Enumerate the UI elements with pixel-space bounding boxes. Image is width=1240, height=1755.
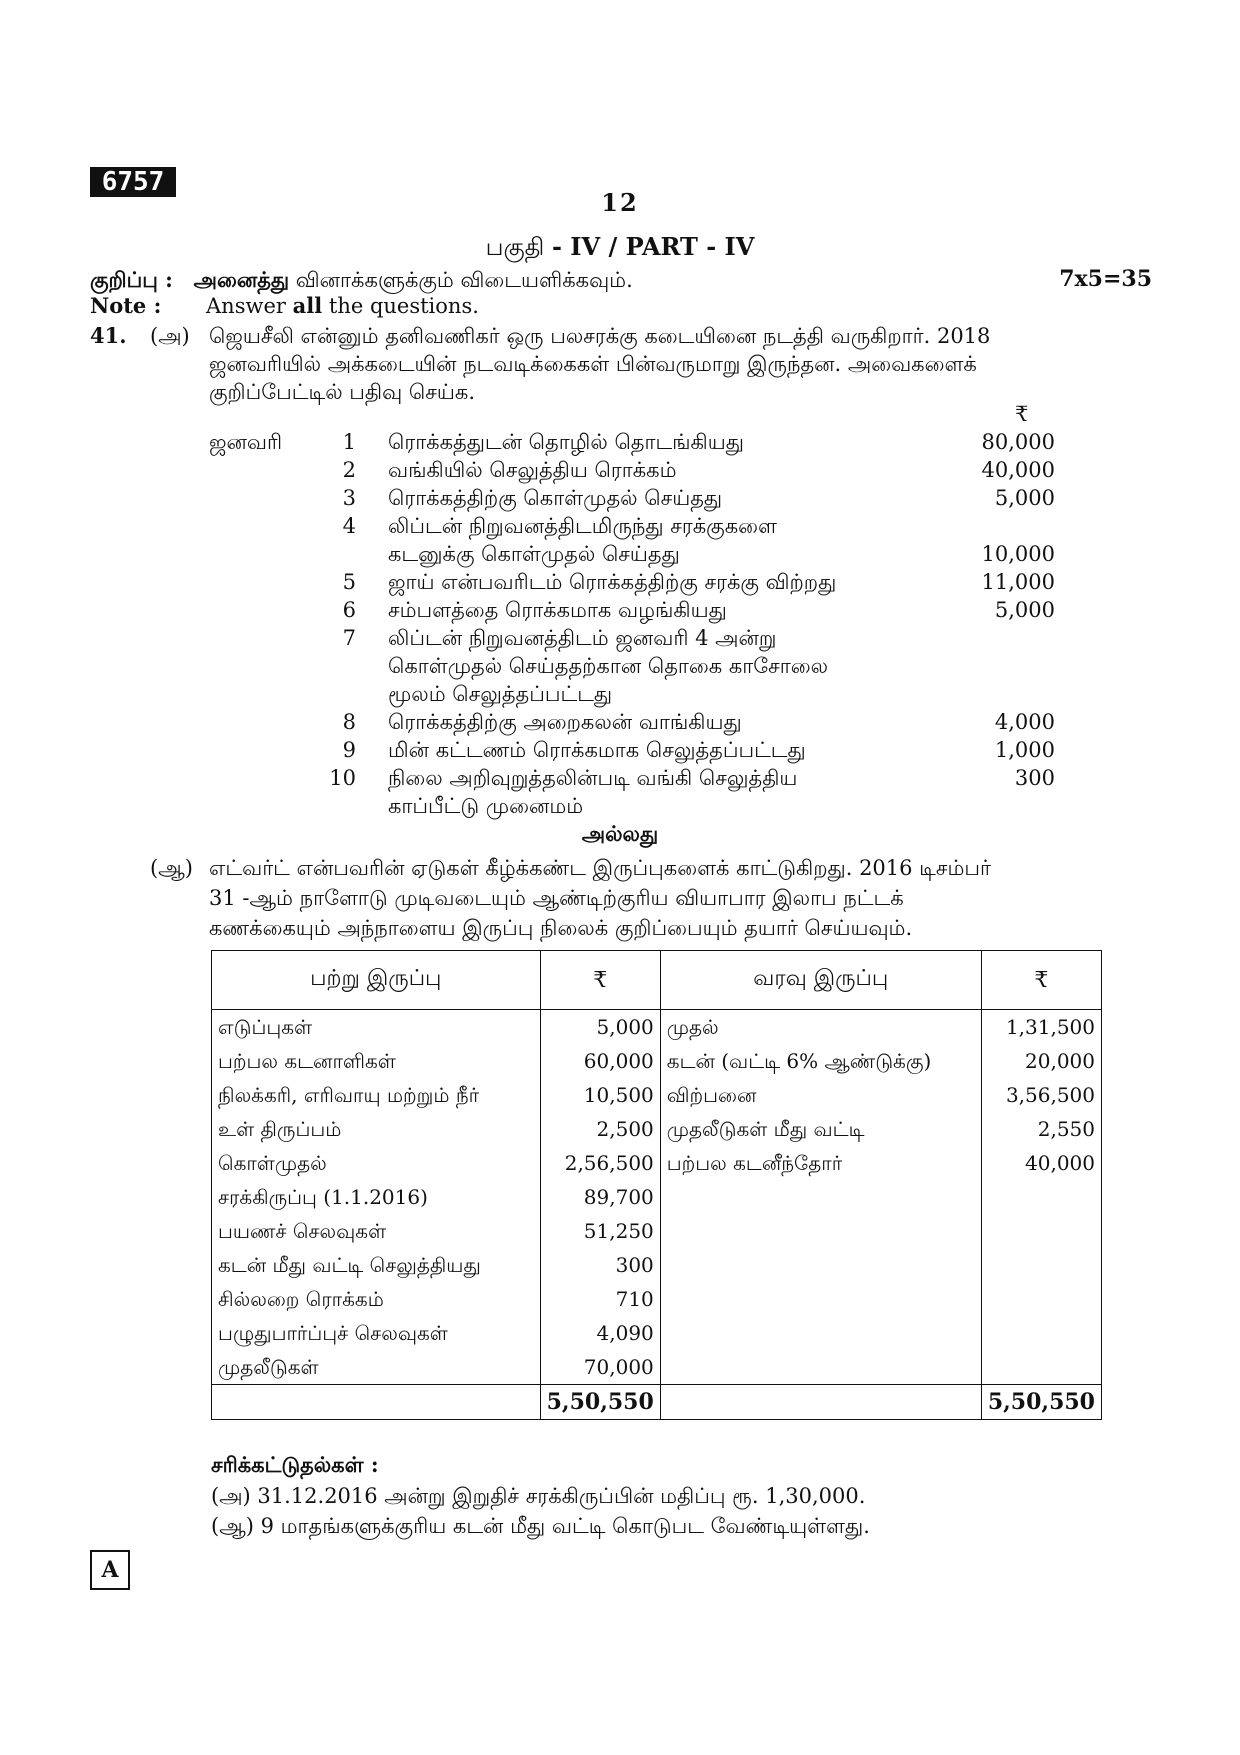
debit-item: பற்பல கடனாளிகள் xyxy=(212,1044,541,1078)
question-number: 41. xyxy=(90,323,127,348)
transaction-description: லிப்டன் நிறுவனத்திடமிருந்து சரக்குகளை xyxy=(388,514,777,538)
transaction-day: 3 xyxy=(342,486,356,510)
transaction-description: ரொக்கத்துடன் தொழில் தொடங்கியது xyxy=(388,430,744,454)
transaction-amount: 1,000 xyxy=(994,738,1055,762)
debit-total-label xyxy=(212,1385,541,1420)
part-a-line-3: குறிப்பேட்டில் பதிவு செய்க. xyxy=(209,380,475,404)
page-number: 12 xyxy=(601,188,639,217)
credit-item: முதலீடுகள் மீது வட்டி xyxy=(660,1112,981,1146)
credit-amount: 3,56,500 xyxy=(981,1078,1101,1112)
debit-item: சரக்கிருப்பு (1.1.2016) xyxy=(212,1180,541,1214)
series-box: A xyxy=(90,1550,130,1590)
transaction-description: லிப்டன் நிறுவனத்திடம் ஜனவரி 4 அன்று xyxy=(388,626,777,650)
part-a-label: (அ) xyxy=(150,324,190,348)
debit-amount-header: ₹ xyxy=(540,951,660,1010)
part-title xyxy=(0,232,1240,264)
debit-item: பழுதுபார்ப்புச் செலவுகள் xyxy=(212,1316,541,1350)
credit-item xyxy=(660,1282,981,1316)
part-title-tamil: பகுதி xyxy=(485,233,545,261)
table-row xyxy=(212,1180,1102,1214)
transaction-day: 1 xyxy=(342,430,356,454)
transaction-description: கடனுக்கு கொள்முதல் செய்தது xyxy=(388,542,680,566)
debit-amount: 10,500 xyxy=(540,1078,660,1112)
debit-item: எடுப்புகள் xyxy=(212,1010,541,1045)
transaction-description: காப்பீட்டு முனைமம் xyxy=(388,794,584,818)
transaction-description: ரொக்கத்திற்கு கொள்முதல் செய்தது xyxy=(388,486,723,510)
credit-amount xyxy=(981,1350,1101,1385)
credit-amount: 2,550 xyxy=(981,1112,1101,1146)
note-english-post: the questions. xyxy=(328,294,479,318)
debit-amount: 70,000 xyxy=(540,1350,660,1385)
or-separator: அல்லது xyxy=(581,821,659,846)
part-b-line-2: 31 -ஆம் நாளோடு முடிவடையும் ஆண்டிற்குரிய வியாபார இலாப நட்டக் xyxy=(209,886,904,910)
marks-allocation: 7x5=35 xyxy=(1059,266,1152,292)
note-tamil-bold: அனைத்து xyxy=(193,267,290,292)
debit-item: முதலீடுகள் xyxy=(212,1350,541,1385)
part-title-english: - IV / PART - IV xyxy=(551,232,755,261)
debit-header: பற்று இருப்பு xyxy=(212,951,541,1010)
currency-symbol: ₹ xyxy=(1015,402,1029,426)
debit-amount: 710 xyxy=(540,1282,660,1316)
credit-total-label xyxy=(660,1385,981,1420)
credit-amount xyxy=(981,1316,1101,1350)
debit-item: பயணச் செலவுகள் xyxy=(212,1214,541,1248)
debit-amount: 89,700 xyxy=(540,1180,660,1214)
credit-item xyxy=(660,1180,981,1214)
part-b-line-3: கணக்கையும் அந்நாளைய இருப்பு நிலைக் குறிப்பையும் தயார் செய்யவும். xyxy=(209,916,913,940)
table-row xyxy=(212,1316,1102,1350)
credit-item: பற்பல கடனீந்தோர் xyxy=(660,1146,981,1180)
credit-amount xyxy=(981,1214,1101,1248)
debit-amount: 4,090 xyxy=(540,1316,660,1350)
debit-amount: 51,250 xyxy=(540,1214,660,1248)
table-row xyxy=(212,1112,1102,1146)
table-row xyxy=(212,1248,1102,1282)
credit-item: விற்பனை xyxy=(660,1078,981,1112)
debit-item: சில்லறை ரொக்கம் xyxy=(212,1282,541,1316)
transaction-description: வங்கியில் செலுத்திய ரொக்கம் xyxy=(388,458,677,482)
part-b-line-1: எட்வர்ட் என்பவரின் ஏடுகள் கீழ்க்கண்ட இருப்புகளைக் காட்டுகிறது. 2016 டிசம்பர் xyxy=(209,856,992,880)
credit-amount xyxy=(981,1282,1101,1316)
adjustment-1: (அ) 31.12.2016 அன்று இறுதிச் சரக்கிருப்பின் மதிப்பு ரூ. 1,30,000. xyxy=(211,1484,866,1508)
transaction-amount: 10,000 xyxy=(981,542,1055,566)
transaction-amount: 5,000 xyxy=(994,598,1055,622)
transaction-amount: 11,000 xyxy=(981,570,1055,594)
credit-total: 5,50,550 xyxy=(981,1385,1101,1420)
transaction-amount: 40,000 xyxy=(981,458,1055,482)
transaction-amount: 4,000 xyxy=(994,710,1055,734)
adjustment-2: (ஆ) 9 மாதங்களுக்குரிய கடன் மீது வட்டி கொடுபட வேண்டியுள்ளது. xyxy=(211,1514,870,1538)
table-row xyxy=(212,1350,1102,1385)
table-row xyxy=(212,1146,1102,1180)
table-row xyxy=(212,1078,1102,1112)
note-english-bold: all xyxy=(292,293,323,318)
transaction-description: மின் கட்டணம் ரொக்கமாக செலுத்தப்பட்டது xyxy=(388,738,806,762)
transaction-day: 10 xyxy=(329,766,356,790)
transaction-day: 6 xyxy=(342,598,356,622)
debit-item: கடன் மீது வட்டி செலுத்தியது xyxy=(212,1248,541,1282)
note-english-pre: Answer xyxy=(206,294,286,318)
transaction-day: 4 xyxy=(342,514,356,538)
credit-amount: 1,31,500 xyxy=(981,1010,1101,1045)
question-paper-code: 6757 xyxy=(90,167,176,197)
credit-item: முதல் xyxy=(660,1010,981,1045)
transaction-description: கொள்முதல் செய்ததற்கான தொகை காசோலை xyxy=(388,654,829,678)
transaction-day: 9 xyxy=(342,738,356,762)
table-row xyxy=(212,1282,1102,1316)
note-tamil-label: குறிப்பு : xyxy=(90,267,173,292)
debit-amount: 60,000 xyxy=(540,1044,660,1078)
credit-amount-header: ₹ xyxy=(981,951,1101,1010)
transaction-description: நிலை அறிவுறுத்தலின்படி வங்கி செலுத்திய xyxy=(388,766,798,790)
table-body xyxy=(212,1010,1102,1385)
total-row xyxy=(212,1385,1102,1420)
transaction-description: ரொக்கத்திற்கு அறைகலன் வாங்கியது xyxy=(388,710,742,734)
transaction-description: மூலம் செலுத்தப்பட்டது xyxy=(388,682,613,706)
part-a-line-2: ஜனவரியில் அக்கடையின் நடவடிக்கைகள் பின்வருமாறு இருந்தன. அவைகளைக் xyxy=(209,352,977,376)
transaction-description: ஜாய் என்பவரிடம் ரொக்கத்திற்கு சரக்கு விற்றது xyxy=(388,570,837,594)
credit-amount: 20,000 xyxy=(981,1044,1101,1078)
transaction-day: 5 xyxy=(342,570,356,594)
note-tamil-rest: வினாக்களுக்கும் விடையளிக்கவும். xyxy=(295,268,633,292)
table-row xyxy=(212,1214,1102,1248)
transaction-day: 7 xyxy=(342,626,356,650)
credit-amount xyxy=(981,1248,1101,1282)
credit-item xyxy=(660,1248,981,1282)
adjustments-title: சரிக்கட்டுதல்கள் : xyxy=(211,1452,379,1477)
note-english-label: Note : xyxy=(90,293,162,318)
credit-header: வரவு இருப்பு xyxy=(660,951,981,1010)
part-b-label: (ஆ) xyxy=(150,856,193,880)
credit-amount xyxy=(981,1180,1101,1214)
credit-item xyxy=(660,1214,981,1248)
note-english xyxy=(90,292,479,320)
debit-total: 5,50,550 xyxy=(540,1385,660,1420)
part-a-line-1: ஜெயசீலி என்னும் தனிவணிகர் ஒரு பலசரக்கு கடையினை நடத்தி வருகிறார். 2018 xyxy=(209,324,991,348)
debit-amount: 2,500 xyxy=(540,1112,660,1146)
debit-item: கொள்முதல் xyxy=(212,1146,541,1180)
debit-amount: 300 xyxy=(540,1248,660,1282)
credit-item xyxy=(660,1350,981,1385)
credit-item xyxy=(660,1316,981,1350)
debit-amount: 2,56,500 xyxy=(540,1146,660,1180)
debit-item: உள் திருப்பம் xyxy=(212,1112,541,1146)
credit-item: கடன் (வட்டி 6% ஆண்டுக்கு) xyxy=(660,1044,981,1078)
note-tamil xyxy=(90,266,633,294)
credit-amount: 40,000 xyxy=(981,1146,1101,1180)
transaction-day: 2 xyxy=(342,458,356,482)
debit-amount: 5,000 xyxy=(540,1010,660,1045)
debit-item: நிலக்கரி, எரிவாயு மற்றும் நீர் xyxy=(212,1078,541,1112)
table-header-row xyxy=(212,951,1102,1010)
table-row xyxy=(212,1044,1102,1078)
trial-balance-table xyxy=(211,950,1102,1420)
transaction-description: சம்பளத்தை ரொக்கமாக வழங்கியது xyxy=(388,598,727,622)
transaction-amount: 5,000 xyxy=(994,486,1055,510)
transaction-day: 8 xyxy=(342,710,356,734)
transaction-amount: 80,000 xyxy=(981,430,1055,454)
transaction-amount: 300 xyxy=(1014,766,1055,790)
transaction-month: ஜனவரி xyxy=(209,430,283,454)
table-row xyxy=(212,1010,1102,1045)
